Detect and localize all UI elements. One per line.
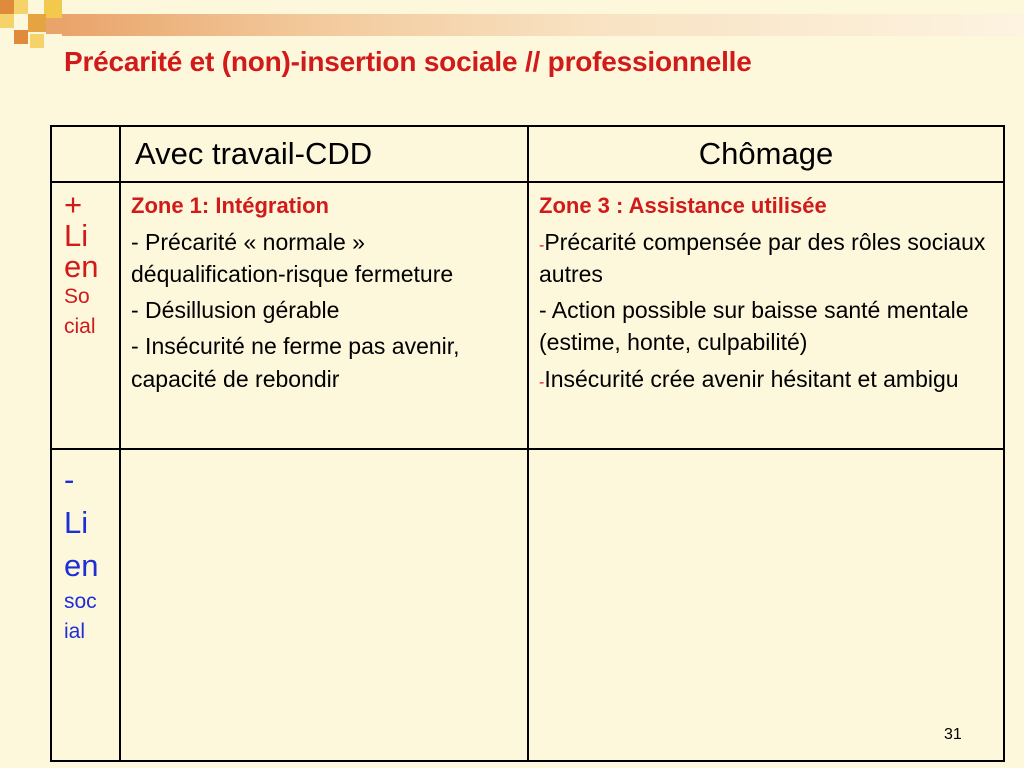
zone3-title: Zone 3 : Assistance utilisée (539, 193, 827, 218)
deco-square (0, 14, 14, 28)
minus-lien-social-label (51, 449, 120, 761)
word-part: ial (64, 620, 86, 643)
bullet-dash: - (539, 236, 545, 254)
word-part: Li (64, 505, 89, 540)
zone4-empty-cell (528, 449, 1004, 761)
deco-square (46, 18, 62, 34)
zone3-item-text: Insécurité crée avenir hésitant et ambigu (544, 365, 959, 392)
deco-square (28, 14, 46, 32)
word-part: en (64, 249, 99, 284)
deco-square (14, 0, 28, 14)
word-part: So (64, 285, 90, 308)
zone3-item-text: Précarité compensée par des rôles sociaux autres (539, 228, 986, 287)
word-part: en (64, 548, 99, 583)
zone1-item: - Précarité « normale » déqualification-risque fermeture (131, 228, 454, 287)
deco-square (14, 30, 28, 44)
zone1-cell (120, 182, 528, 449)
row-minus-lien-social (51, 449, 1004, 761)
slide-title: Précarité et (non)-insertion sociale // professionnelle (64, 46, 752, 77)
plus-sign: + (64, 187, 83, 222)
zone1-item: - Désillusion gérable (131, 297, 340, 324)
page-number: 31 (944, 726, 962, 743)
zone3-item (539, 363, 993, 395)
zone1-item: - Insécurité ne ferme pas avenir, capacité de rebondir (131, 333, 460, 392)
deco-square (0, 0, 14, 14)
word-part: soc (64, 590, 97, 613)
minus-sign: - (64, 462, 75, 497)
header-chomage: Chômage (528, 126, 1004, 182)
zone3-cell (528, 182, 1004, 449)
header-band (62, 14, 1024, 36)
bullet-dash: - (539, 373, 545, 391)
plus-lien-social-label (51, 182, 120, 449)
zone1-title: Zone 1: Intégration (131, 193, 329, 218)
header-avec-travail: Avec travail-CDD (120, 126, 528, 182)
empty-header-cell (51, 126, 120, 182)
insertion-table (50, 125, 1005, 762)
row-plus-lien-social (51, 182, 1004, 449)
header-decoration (0, 0, 1024, 50)
deco-square (44, 0, 62, 18)
word-part: cial (64, 315, 96, 338)
zone3-item (539, 226, 993, 290)
zone3-item: - Action possible sur baisse santé mentale (estime, honte, culpabilité) (539, 297, 969, 356)
word-part: Li (64, 218, 89, 253)
zone2-empty-cell (120, 449, 528, 761)
deco-square (30, 34, 44, 48)
header-row (51, 126, 1004, 182)
